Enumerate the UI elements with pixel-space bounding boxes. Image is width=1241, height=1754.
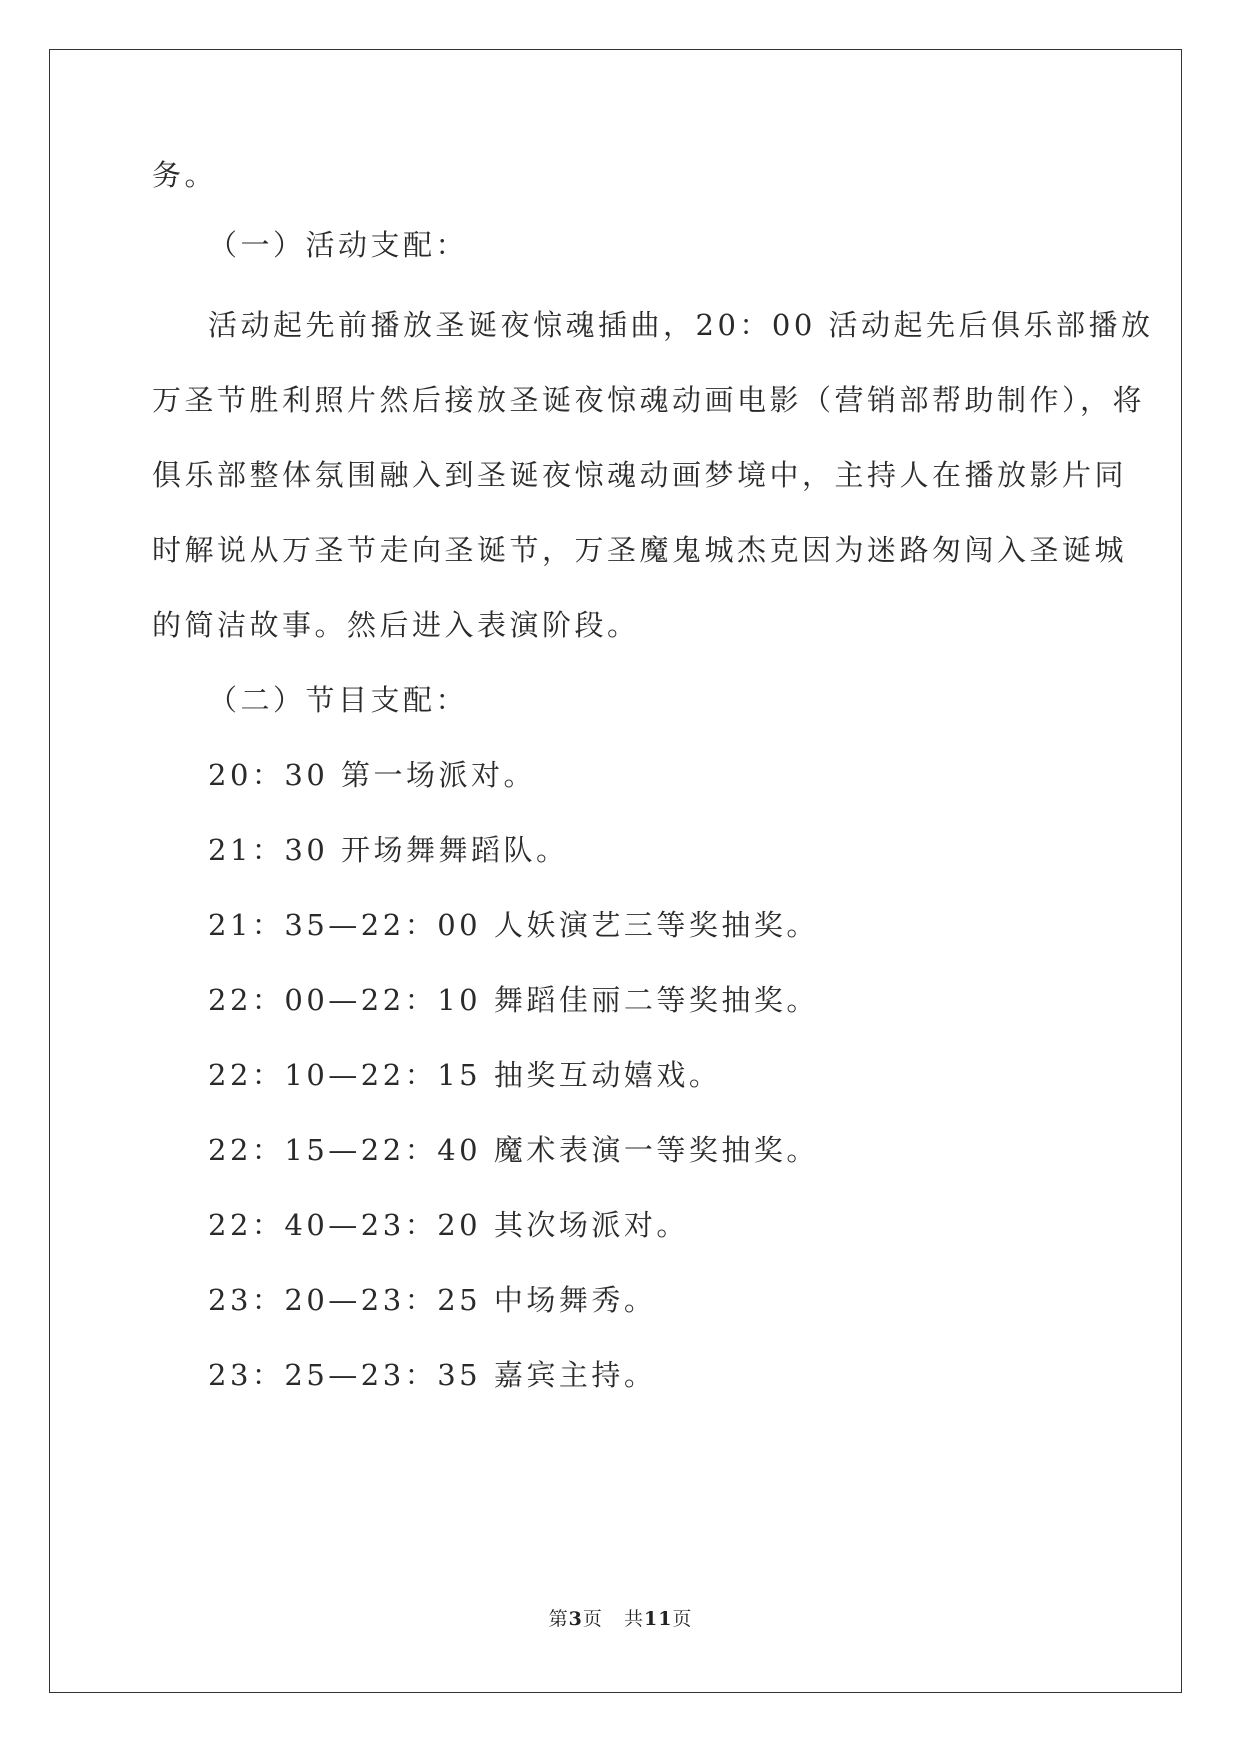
footer-total-pages: 11	[643, 1608, 673, 1630]
body-line: 万圣节胜利照片然后接放圣诞夜惊魂动画电影（营销部帮助制作），将	[152, 383, 1146, 417]
page-border	[49, 49, 1182, 1693]
schedule-item: 22：15—22：40 魔术表演一等奖抽奖。	[208, 1133, 819, 1167]
schedule-item: 22：40—23：20 其次场派对。	[208, 1208, 689, 1242]
schedule-item: 22：00—22：10 舞蹈佳丽二等奖抽奖。	[208, 983, 819, 1017]
footer-total-suffix: 页	[672, 1608, 693, 1630]
body-line: 时解说从万圣节走向圣诞节，万圣魔鬼城杰克因为迷路匆闯入圣诞城	[152, 533, 1128, 567]
schedule-item: 23：25—23：35 嘉宾主持。	[208, 1358, 657, 1392]
body-line: 俱乐部整体氛围融入到圣诞夜惊魂动画梦境中，主持人在播放影片同	[152, 458, 1128, 492]
section-heading: （二）节目支配：	[208, 683, 469, 717]
body-line: 务。	[152, 158, 218, 192]
schedule-item: 22：10—22：15 抽奖互动嬉戏。	[208, 1058, 722, 1092]
footer-page-suffix: 页	[582, 1608, 603, 1630]
footer-prefix: 第	[548, 1608, 569, 1630]
footer-page-number: 3	[568, 1608, 583, 1630]
schedule-item: 20：30 第一场派对。	[208, 758, 537, 792]
schedule-item: 21：30 开场舞舞蹈队。	[208, 833, 569, 867]
body-line: 的简洁故事。然后进入表演阶段。	[152, 608, 640, 642]
schedule-item: 21：35—22：00 人妖演艺三等奖抽奖。	[208, 908, 819, 942]
schedule-item: 23：20—23：25 中场舞秀。	[208, 1283, 657, 1317]
section-heading: （一）活动支配：	[208, 228, 469, 262]
body-line: 活动起先前播放圣诞夜惊魂插曲，20：00 活动起先后俱乐部播放	[208, 308, 1154, 342]
footer-total-prefix: 共	[623, 1608, 644, 1630]
page-footer	[0, 1604, 1241, 1631]
